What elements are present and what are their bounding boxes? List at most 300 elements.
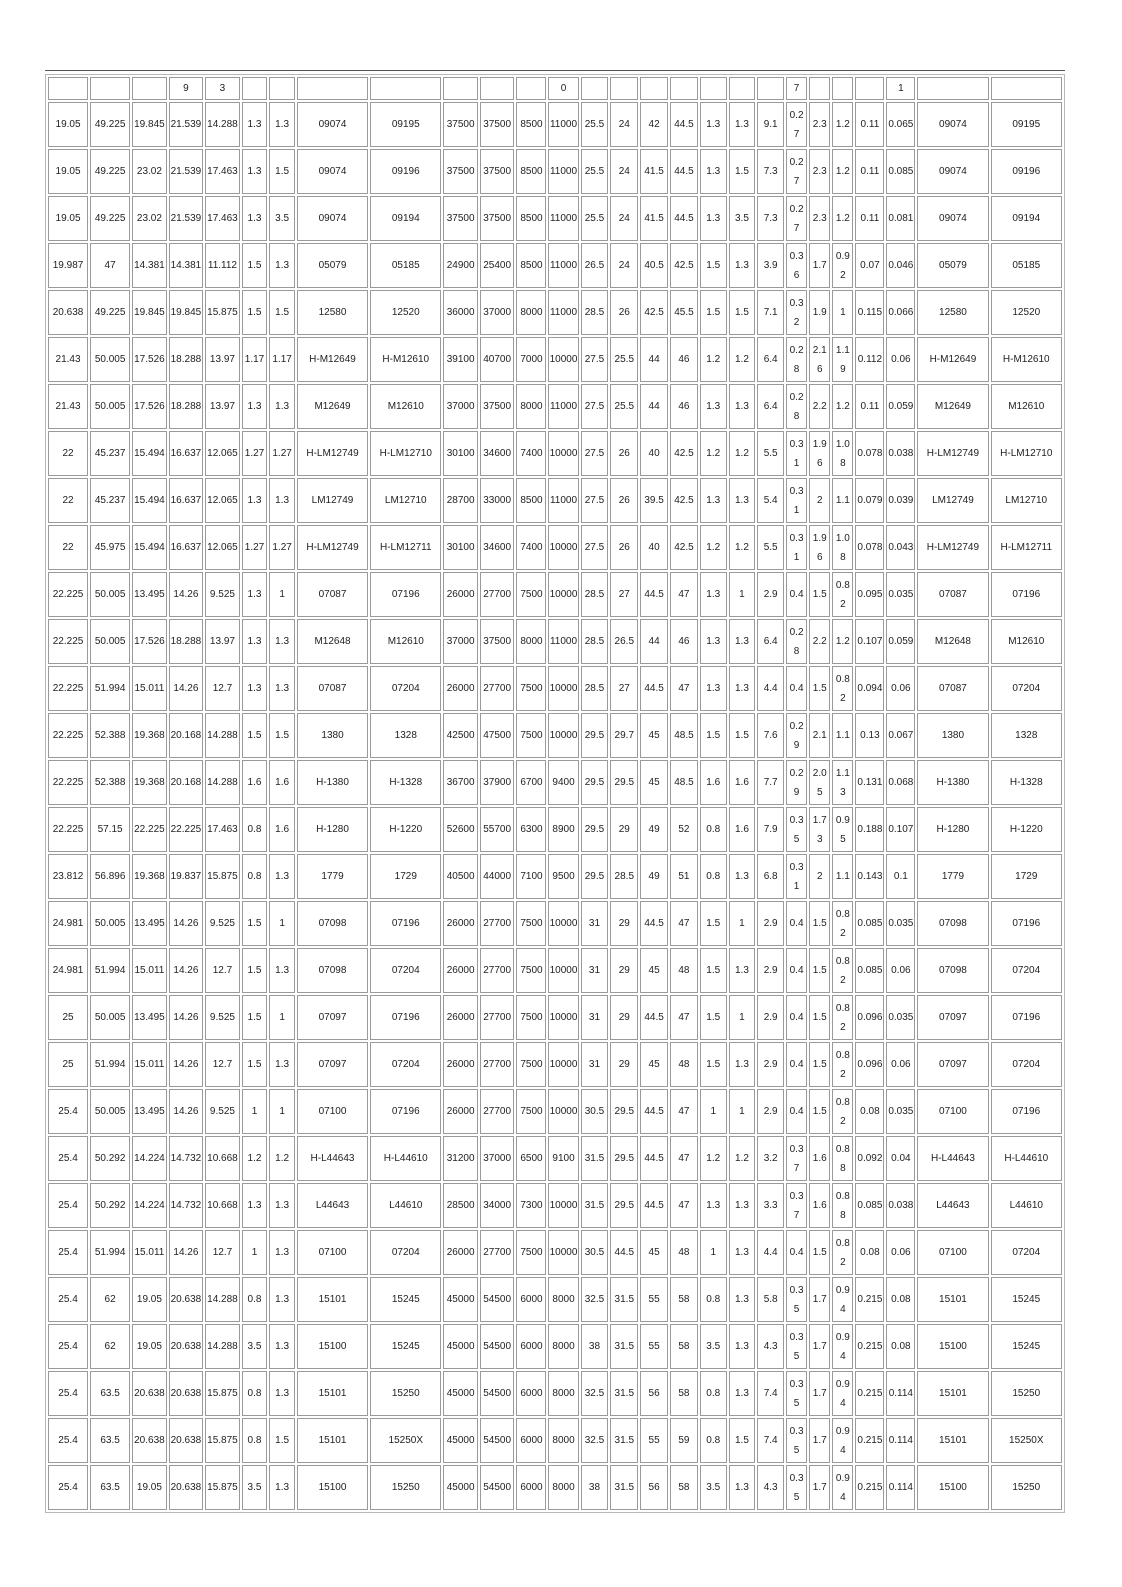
table-cell: H-LM12749	[297, 525, 368, 570]
table-cell: 1.27	[242, 525, 268, 570]
table-cell: 45000	[443, 1371, 478, 1416]
table-cell: 44.5	[670, 102, 698, 147]
table-cell: 0.35	[786, 1277, 807, 1322]
table-cell: 0.094	[855, 666, 884, 711]
table-cell: 45000	[443, 1277, 478, 1322]
table-cell: 1.3	[242, 478, 268, 523]
table-cell: 29.5	[581, 713, 609, 758]
table-cell: 8000	[548, 1371, 578, 1416]
table-cell	[991, 77, 1062, 100]
table-cell: 1.08	[832, 525, 853, 570]
table-cell: 27700	[480, 1089, 515, 1134]
table-cell: 19.845	[132, 102, 167, 147]
table-cell: 28.5	[581, 290, 609, 335]
table-cell: 15100	[297, 1324, 368, 1369]
table-cell: 1.7	[809, 1371, 830, 1416]
table-cell: 1.3	[269, 384, 295, 429]
table-cell: 0.27	[786, 102, 807, 147]
table-cell: 20.168	[169, 713, 204, 758]
table-cell: H-LM12749	[917, 431, 988, 476]
table-cell: 40.5	[640, 243, 668, 288]
table-cell: 15.011	[132, 666, 167, 711]
table-cell: 0.078	[855, 431, 884, 476]
table-cell: 0.06	[886, 948, 915, 993]
table-cell: 45	[640, 713, 668, 758]
table-cell: 19.05	[48, 196, 88, 241]
table-cell: 0.215	[855, 1418, 884, 1463]
table-cell: 8500	[516, 478, 546, 523]
table-cell: 1.6	[700, 760, 727, 805]
table-cell: 31.5	[581, 1183, 609, 1228]
table-row	[48, 478, 1062, 523]
table-cell: 2.3	[809, 102, 830, 147]
table-cell: 0.88	[832, 1136, 853, 1181]
table-cell: 9.525	[205, 901, 240, 946]
table-cell: 11000	[548, 290, 578, 335]
table-cell: 37500	[480, 196, 515, 241]
table-cell: 09074	[297, 196, 368, 241]
table-cell: 62	[90, 1324, 130, 1369]
table-cell: 7400	[516, 431, 546, 476]
table-cell: 51.994	[90, 948, 130, 993]
table-cell: 15.011	[132, 1042, 167, 1087]
table-cell: 1.13	[832, 760, 853, 805]
table-cell: 8500	[516, 102, 546, 147]
table-cell: 0.8	[242, 1277, 268, 1322]
table-cell: 1.5	[700, 713, 727, 758]
table-cell: 49	[640, 807, 668, 852]
table-cell: 11000	[548, 196, 578, 241]
table-cell: M12649	[297, 384, 368, 429]
table-cell: 8000	[548, 1418, 578, 1463]
table-cell: 51	[670, 854, 698, 899]
table-cell: 0.11	[855, 149, 884, 194]
table-cell: H-1280	[297, 807, 368, 852]
table-row	[48, 995, 1062, 1040]
table-cell: 0.35	[786, 1465, 807, 1510]
table-cell: 07100	[917, 1089, 988, 1134]
table-cell: 0.4	[786, 995, 807, 1040]
table-cell: 15250	[991, 1465, 1062, 1510]
table-cell: 8000	[516, 619, 546, 664]
table-cell: 25	[48, 1042, 88, 1087]
table-cell: 1328	[991, 713, 1062, 758]
table-cell: 07100	[297, 1230, 368, 1275]
table-cell: 09195	[370, 102, 441, 147]
table-cell: 58	[670, 1277, 698, 1322]
table-cell: 31	[581, 995, 609, 1040]
table-cell: 44.5	[610, 1230, 638, 1275]
table-cell: 1.2	[832, 619, 853, 664]
table-cell	[480, 77, 515, 100]
table-cell: 21.539	[169, 196, 204, 241]
table-cell: 12.065	[205, 525, 240, 570]
table-cell: 0.94	[832, 1324, 853, 1369]
table-cell: M12649	[917, 384, 988, 429]
table-cell: 3.5	[729, 196, 756, 241]
table-cell: 1.3	[700, 666, 727, 711]
table-cell: 25.5	[610, 384, 638, 429]
table-cell: 33000	[480, 478, 515, 523]
table-cell: 0.37	[786, 1183, 807, 1228]
table-cell: 26	[610, 478, 638, 523]
table-cell: M12610	[370, 384, 441, 429]
table-cell: 17.526	[132, 337, 167, 382]
table-cell: 19.987	[48, 243, 88, 288]
table-cell: 22.225	[169, 807, 204, 852]
table-cell: 0.06	[886, 1230, 915, 1275]
table-cell: 15101	[917, 1371, 988, 1416]
table-cell: 31	[581, 1042, 609, 1087]
table-cell: 3.5	[242, 1465, 268, 1510]
table-cell: 1.3	[242, 102, 268, 147]
table-cell: 52.388	[90, 760, 130, 805]
table-cell: 11000	[548, 149, 578, 194]
table-cell: 10000	[548, 525, 578, 570]
table-cell: 45000	[443, 1465, 478, 1510]
table-cell: 1.96	[809, 431, 830, 476]
table-cell	[832, 77, 853, 100]
table-cell: 15.494	[132, 478, 167, 523]
table-cell: 1.2	[832, 196, 853, 241]
table-cell: 12580	[297, 290, 368, 335]
table-cell: 7.4	[757, 1371, 784, 1416]
table-cell: 26	[610, 431, 638, 476]
table-cell: 13.495	[132, 901, 167, 946]
table-cell: 1.3	[700, 384, 727, 429]
table-cell: 44.5	[640, 1183, 668, 1228]
table-cell: 1.5	[809, 666, 830, 711]
table-cell: 6700	[516, 760, 546, 805]
table-cell: 1.5	[700, 901, 727, 946]
table-cell: 0.085	[855, 1183, 884, 1228]
table-cell: 0.4	[786, 901, 807, 946]
table-cell: 14.224	[132, 1136, 167, 1181]
table-cell: 1.5	[729, 713, 756, 758]
table-cell: 0.085	[886, 149, 915, 194]
table-cell: 6000	[516, 1277, 546, 1322]
table-cell: 0.8	[700, 1371, 727, 1416]
table-cell: 1.3	[729, 102, 756, 147]
table-cell: 0.37	[786, 1136, 807, 1181]
table-cell: 22.225	[48, 572, 88, 617]
table-cell: 0.085	[855, 901, 884, 946]
table-cell: 26000	[443, 948, 478, 993]
table-cell: 07196	[991, 1089, 1062, 1134]
table-cell: 8000	[548, 1277, 578, 1322]
table-cell: 47	[670, 1183, 698, 1228]
table-cell: 1.27	[269, 525, 295, 570]
table-cell: M12648	[917, 619, 988, 664]
table-cell: 7500	[516, 995, 546, 1040]
table-cell: 1.5	[700, 948, 727, 993]
table-cell: 9.525	[205, 995, 240, 1040]
table-cell: 42	[640, 102, 668, 147]
table-cell: L44610	[991, 1183, 1062, 1228]
table-row	[48, 196, 1062, 241]
table-cell	[855, 77, 884, 100]
table-cell: 1.5	[729, 1418, 756, 1463]
table-cell: 0.82	[832, 995, 853, 1040]
table-cell: 14.26	[169, 666, 204, 711]
table-cell: 10.668	[205, 1136, 240, 1181]
table-cell: 3.5	[242, 1324, 268, 1369]
table-cell: 15250	[370, 1371, 441, 1416]
table-cell: 25.5	[581, 102, 609, 147]
table-cell: 45	[640, 760, 668, 805]
table-cell: 1.5	[700, 1042, 727, 1087]
table-cell: 6.4	[757, 619, 784, 664]
table-cell: 0.82	[832, 572, 853, 617]
table-cell: L44643	[917, 1183, 988, 1228]
table-cell: 3.5	[269, 196, 295, 241]
table-cell: 1.1	[832, 854, 853, 899]
table-cell: 29	[610, 948, 638, 993]
table-cell: 10000	[548, 337, 578, 382]
table-cell: 14.26	[169, 995, 204, 1040]
table-cell: 0.06	[886, 666, 915, 711]
table-cell: 1.2	[729, 431, 756, 476]
table-cell: 1.3	[729, 1324, 756, 1369]
table-cell: 0.035	[886, 901, 915, 946]
table-cell: 56.896	[90, 854, 130, 899]
table-cell: 07098	[917, 901, 988, 946]
table-cell: H-LM12710	[991, 431, 1062, 476]
table-cell: 56	[640, 1465, 668, 1510]
table-cell: 1.3	[729, 854, 756, 899]
table-cell: 05079	[917, 243, 988, 288]
table-cell: 1	[832, 290, 853, 335]
table-cell: 1.2	[832, 149, 853, 194]
table-cell: 1.1	[832, 713, 853, 758]
table-cell: 07098	[297, 948, 368, 993]
table-cell: 18.288	[169, 337, 204, 382]
table-cell: 31.5	[610, 1371, 638, 1416]
table-cell: 29	[610, 901, 638, 946]
table-cell: 1.17	[269, 337, 295, 382]
table-cell: 11000	[548, 102, 578, 147]
table-cell: 7500	[516, 572, 546, 617]
table-cell: 1.2	[832, 102, 853, 147]
table-cell: 42500	[443, 713, 478, 758]
table-cell: 36700	[443, 760, 478, 805]
table-cell: 0.28	[786, 619, 807, 664]
table-cell	[670, 77, 698, 100]
table-cell: LM12710	[370, 478, 441, 523]
table-cell: 16.637	[169, 478, 204, 523]
table-cell: 1	[242, 1089, 268, 1134]
table-cell: 0.08	[886, 1324, 915, 1369]
table-cell: 07196	[991, 572, 1062, 617]
table-cell: 8500	[516, 196, 546, 241]
table-cell: 34000	[480, 1183, 515, 1228]
table-cell: 31.5	[610, 1418, 638, 1463]
table-cell: 14.224	[132, 1183, 167, 1228]
table-cell: 1.96	[809, 525, 830, 570]
table-cell: 47	[670, 901, 698, 946]
table-cell: 1.3	[729, 1230, 756, 1275]
table-cell: 15100	[917, 1465, 988, 1510]
table-cell: 1.5	[809, 572, 830, 617]
table-cell	[516, 77, 546, 100]
table-row	[48, 1465, 1062, 1510]
table-cell: 7500	[516, 1042, 546, 1087]
table-cell: 25.4	[48, 1418, 88, 1463]
table-cell: 24.981	[48, 901, 88, 946]
table-cell: 25.4	[48, 1230, 88, 1275]
table-cell: 2.9	[757, 995, 784, 1040]
table-cell: 7100	[516, 854, 546, 899]
table-cell: 20.638	[132, 1418, 167, 1463]
table-row	[48, 243, 1062, 288]
table-cell	[48, 77, 88, 100]
table-cell: 1.5	[809, 1089, 830, 1134]
table-cell: 1.5	[242, 1042, 268, 1087]
table-cell: 44.5	[670, 196, 698, 241]
table-cell	[917, 77, 988, 100]
table-cell: H-1328	[370, 760, 441, 805]
table-cell: 23.02	[132, 149, 167, 194]
table-cell: 07087	[297, 572, 368, 617]
table-cell: 1.5	[242, 901, 268, 946]
table-cell: 14.288	[205, 1324, 240, 1369]
table-cell: 07098	[297, 901, 368, 946]
table-cell: 07097	[297, 1042, 368, 1087]
table-cell: 13.495	[132, 572, 167, 617]
table-cell: 29.7	[610, 713, 638, 758]
table-cell: 25.5	[610, 337, 638, 382]
table-cell: 0.28	[786, 337, 807, 382]
table-cell: 29.5	[610, 1089, 638, 1134]
table-cell: 30.5	[581, 1089, 609, 1134]
table-cell: 37500	[480, 384, 515, 429]
table-cell: 39.5	[640, 478, 668, 523]
table-cell: 19.845	[169, 290, 204, 335]
table-cell: 0.8	[242, 1418, 268, 1463]
table-cell: 1.3	[729, 384, 756, 429]
table-cell: 48	[670, 1042, 698, 1087]
table-cell: 29.5	[581, 807, 609, 852]
table-cell: 1.3	[269, 619, 295, 664]
table-cell: H-L44610	[991, 1136, 1062, 1181]
table-cell: 14.288	[205, 713, 240, 758]
table-cell: 2.9	[757, 572, 784, 617]
table-cell: 0.8	[242, 807, 268, 852]
table-cell: 07196	[991, 901, 1062, 946]
table-cell: 1.27	[269, 431, 295, 476]
table-cell: 1.3	[729, 1465, 756, 1510]
table-cell: 0.4	[786, 1230, 807, 1275]
table-cell: 6500	[516, 1136, 546, 1181]
table-cell: 27700	[480, 1230, 515, 1275]
table-cell: 09074	[297, 102, 368, 147]
table-cell: 42.5	[670, 478, 698, 523]
table-cell: 0.82	[832, 1230, 853, 1275]
table-cell: 07204	[370, 1042, 441, 1087]
table-cell: 0.36	[786, 243, 807, 288]
table-cell: 09195	[991, 102, 1062, 147]
table-cell: 1.3	[269, 1465, 295, 1510]
table-cell: 45.237	[90, 478, 130, 523]
table-cell: 37500	[443, 102, 478, 147]
table-cell: 45	[640, 1042, 668, 1087]
table-cell: 42.5	[670, 431, 698, 476]
table-cell: 2	[809, 478, 830, 523]
table-cell: 38	[581, 1465, 609, 1510]
table-cell: H-1380	[917, 760, 988, 805]
table-cell: 0.92	[832, 243, 853, 288]
table-cell: 54500	[480, 1418, 515, 1463]
page-top-rule	[45, 70, 1065, 71]
table-cell: LM12749	[297, 478, 368, 523]
table-cell: 1	[242, 1230, 268, 1275]
table-row	[48, 431, 1062, 476]
table-cell: 26000	[443, 1042, 478, 1087]
table-cell: 6.4	[757, 337, 784, 382]
table-cell: 15.875	[205, 1371, 240, 1416]
table-cell: 4.4	[757, 666, 784, 711]
table-cell: 57.15	[90, 807, 130, 852]
table-cell: 3.5	[700, 1465, 727, 1510]
table-cell: 1	[700, 1089, 727, 1134]
table-cell: 0.94	[832, 1418, 853, 1463]
table-cell: 14.381	[132, 243, 167, 288]
table-cell: 25.4	[48, 1089, 88, 1134]
table-cell: 55	[640, 1277, 668, 1322]
table-cell: 45000	[443, 1418, 478, 1463]
table-cell: H-1380	[297, 760, 368, 805]
table-cell: 10000	[548, 948, 578, 993]
table-cell: 17.526	[132, 384, 167, 429]
table-cell: 22.225	[48, 619, 88, 664]
table-cell: 13.97	[205, 384, 240, 429]
table-cell: 1.5	[242, 995, 268, 1040]
table-cell: 1.3	[700, 478, 727, 523]
table-row	[48, 1089, 1062, 1134]
table-cell: 07204	[370, 948, 441, 993]
table-cell: 10.668	[205, 1183, 240, 1228]
table-cell: 05185	[991, 243, 1062, 288]
table-cell: 29	[610, 1042, 638, 1087]
table-cell: 15.875	[205, 1465, 240, 1510]
table-cell: 27.5	[581, 431, 609, 476]
table-cell: 0.11	[855, 384, 884, 429]
table-cell: 55	[640, 1324, 668, 1369]
table-cell: 0.82	[832, 666, 853, 711]
table-cell: 7500	[516, 948, 546, 993]
table-cell: 9.525	[205, 1089, 240, 1134]
table-cell: 52.388	[90, 713, 130, 758]
table-cell: 14.26	[169, 948, 204, 993]
table-cell: 15.011	[132, 1230, 167, 1275]
table-body	[48, 77, 1062, 1510]
table-cell: 09074	[917, 149, 988, 194]
table-cell: 1.3	[242, 1183, 268, 1228]
table-cell: 1.3	[242, 666, 268, 711]
table-cell: 29.5	[581, 854, 609, 899]
table-cell: 7.1	[757, 290, 784, 335]
table-cell: 1.3	[242, 384, 268, 429]
table-cell: LM12710	[991, 478, 1062, 523]
table-row	[48, 713, 1062, 758]
table-cell: 15245	[991, 1324, 1062, 1369]
table-cell: 1.2	[832, 384, 853, 429]
table-cell: H-M12610	[991, 337, 1062, 382]
table-cell: 1	[269, 1089, 295, 1134]
table-cell: 42.5	[670, 243, 698, 288]
table-cell: 37500	[480, 102, 515, 147]
table-cell: 1.5	[242, 290, 268, 335]
